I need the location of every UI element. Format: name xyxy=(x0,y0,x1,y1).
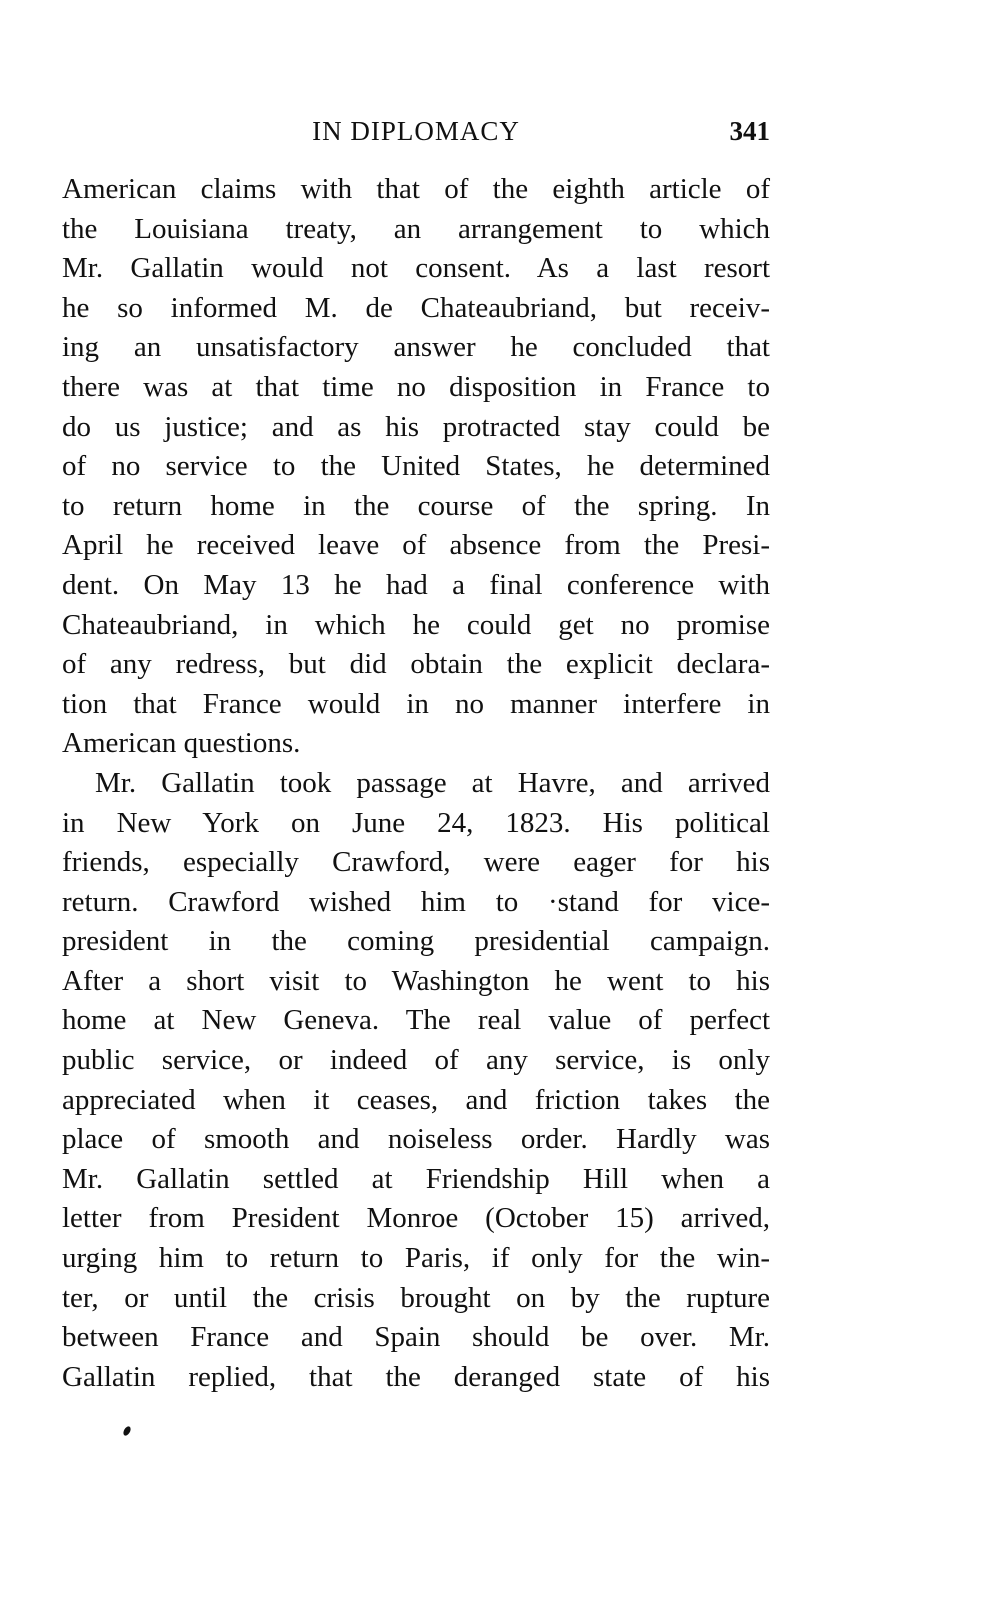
text-line: April he received leave of absence from the Presi- xyxy=(62,529,770,562)
text-line: in New York on June 24, 1823. His political xyxy=(62,806,770,839)
text-line: place of smooth and noiseless order. Hardly was xyxy=(62,1123,770,1156)
text-line: friends, especially Crawford, were eager for his xyxy=(62,846,770,879)
text-line: dent. On May 13 he had a final conference with xyxy=(62,568,770,601)
text-line: return. Crawford wished him to ·stand for vice- xyxy=(62,885,770,918)
text-line: Gallatin replied, that the deranged state of his xyxy=(62,1360,770,1393)
text-line: president in the coming presidential campaign. xyxy=(62,925,770,958)
text-line: American questions. xyxy=(62,727,301,760)
text-line: appreciated when it ceases, and friction takes the xyxy=(62,1083,770,1116)
text-line: Mr. Gallatin would not consent. As a last resort xyxy=(62,252,770,285)
text-line: ter, or until the crisis brought on by the rupture xyxy=(62,1281,770,1314)
text-line: home at New Geneva. The real value of perfect xyxy=(62,1004,770,1037)
text-line: to return home in the course of the spring. In xyxy=(62,489,770,522)
text-line: tion that France would in no manner interfere in xyxy=(62,687,770,720)
running-head xyxy=(62,116,770,156)
text-line: urging him to return to Paris, if only for the win- xyxy=(62,1242,770,1275)
text-line: between France and Spain should be over. Mr. xyxy=(62,1321,770,1354)
paragraph-1 xyxy=(62,170,770,764)
text-line: Mr. Gallatin took passage at Havre, and arrived xyxy=(95,766,770,799)
page-number: 341 xyxy=(729,116,770,146)
text-line: there was at that time no disposition in France to xyxy=(62,370,770,403)
text-line: Chateaubriand, in which he could get no promise xyxy=(62,608,770,641)
text-line: American claims with that of the eighth article of xyxy=(62,173,770,205)
text-line: letter from President Monroe (October 15) arrived, xyxy=(62,1202,770,1235)
text-line: After a short visit to Washington he went to his xyxy=(62,964,770,997)
text-line: do us justice; and as his protracted stay could be xyxy=(62,410,770,443)
text-line: ing an unsatisfactory answer he concluded that xyxy=(62,331,770,364)
body-text xyxy=(62,170,770,1397)
text-line: of no service to the United States, he determined xyxy=(62,450,770,483)
ink-speck xyxy=(122,1425,132,1437)
running-title: IN DIPLOMACY xyxy=(312,116,520,146)
text-line: Mr. Gallatin settled at Friendship Hill when a xyxy=(62,1162,770,1195)
text-line: of any redress, but did obtain the explicit declara- xyxy=(62,648,770,681)
paragraph-2 xyxy=(62,764,770,1398)
text-line: he so informed M. de Chateaubriand, but receiv- xyxy=(62,291,770,324)
text-line: the Louisiana treaty, an arrangement to which xyxy=(62,212,770,245)
text-line: public service, or indeed of any service, is only xyxy=(62,1044,770,1077)
